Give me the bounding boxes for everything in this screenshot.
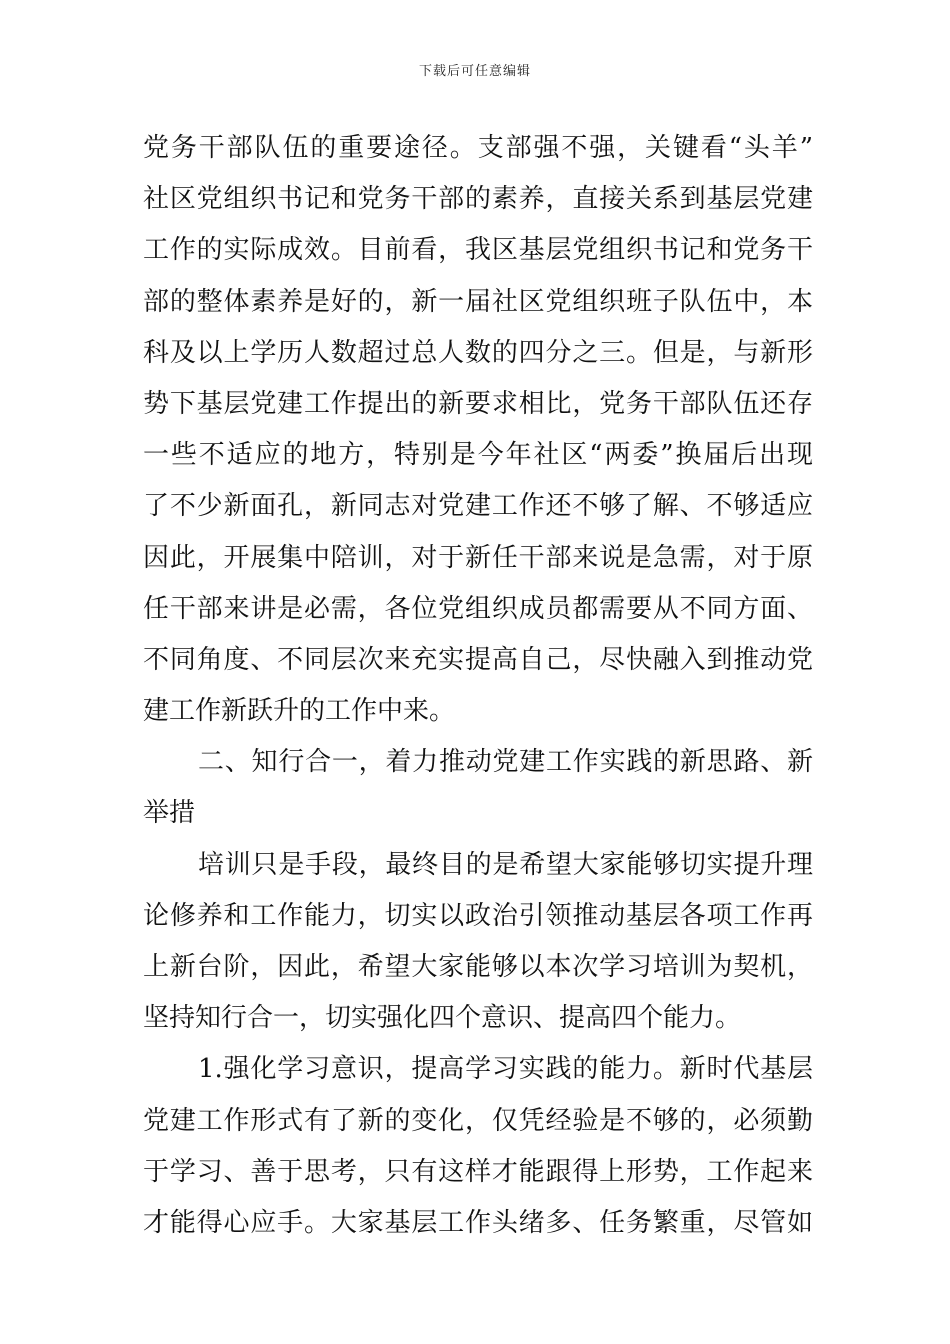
text-line: 建工作新跃升的工作中来。: [143, 696, 456, 727]
text-line: 因此，开展集中陪训，对于新任干部来说是急需，对于原: [143, 542, 813, 573]
text-line: 培训只是手段，最终目的是希望大家能够切实提升理: [198, 849, 813, 880]
text-line: 势下基层党建工作提出的新要求相比，党务干部队伍还存: [143, 388, 813, 419]
text-line: 才能得心应手。大家基层工作头绪多、任务繁重，尽管如: [143, 1207, 813, 1238]
text-line: 科及以上学历人数超过总人数的四分之三。但是，与新形: [143, 337, 813, 368]
text-line: 坚持知行合一，切实强化四个意识、提高四个能力。: [143, 1003, 742, 1034]
text-line: 任干部来讲是必需，各位党组织成员都需要从不同方面、: [143, 593, 813, 624]
text-line: 了不少新面孔，新同志对党建工作还不够了解、不够适应: [143, 491, 813, 522]
section-heading-line: 举措: [143, 798, 196, 829]
text-line: 部的整体素养是好的，新一届社区党组织班子队伍中，本: [143, 286, 813, 317]
text-line: 工作的实际成效。目前看，我区基层党组织书记和党务干: [143, 235, 813, 266]
text-line: 上新台阶，因此，希望大家能够以本次学习培训为契机，: [143, 952, 813, 982]
text-line: 论修养和工作能力，切实以政治引领推动基层各项工作再: [143, 900, 813, 931]
text-line: 于学习、善于思考，只有这样才能跟得上形势，工作起来: [143, 1156, 813, 1187]
text-line: 社区党组织书记和党务干部的素养，直接关系到基层党建: [143, 184, 813, 215]
document-body: [143, 123, 813, 1249]
section-heading-line: 二、知行合一，着力推动党建工作实践的新思路、新: [198, 747, 813, 778]
text-line: 党建工作形式有了新的变化，仅凭经验是不够的，必须勤: [143, 1105, 813, 1136]
text-line: 不同角度、不同层次来充实提高自己，尽快融入到推动党: [143, 644, 813, 675]
page-header: 下载后可任意编辑: [418, 64, 531, 79]
text-line: 1.强化学习意识，提高学习实践的能力。新时代基层: [198, 1054, 813, 1085]
text-line: 党务干部队伍的重要途径。支部强不强，关键看“头羊”: [143, 133, 813, 163]
text-line: 一些不适应的地方，特别是今年社区“两委”换届后出现: [143, 440, 813, 471]
